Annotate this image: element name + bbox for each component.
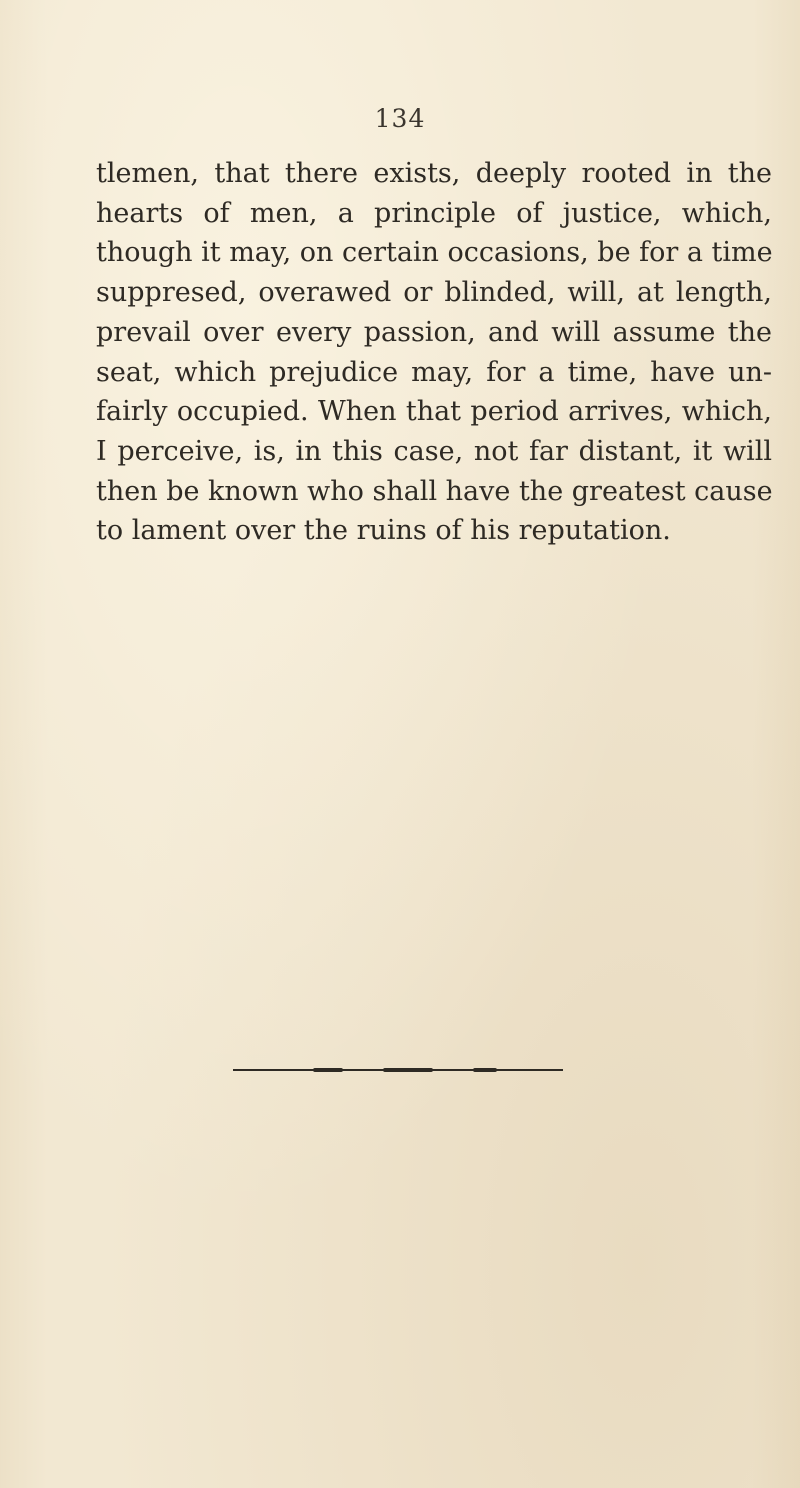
text-line: then be known who shall have the greatest cause [96,475,773,507]
text-line: though it may, on certain occasions, be for a time [96,237,773,269]
text-line: I perceive, is, in this case, not far distant, it will [96,435,772,467]
page-number: 134 [374,104,426,133]
text-line: tlemen, that there exists, deeply rooted in the [96,158,772,189]
text-line: prevail over every passion, and will assume the [96,316,772,348]
text-line: suppresed, overawed or blinded, will, at length, [96,277,772,309]
decorative-rule [233,1069,563,1071]
text-line: hearts of men, a principle of justice, which, [96,197,772,229]
body-text [96,154,772,551]
text-line: to lament over the ruins of his reputation. [96,515,671,547]
text-line: fairly occupied. When that period arrives, which, [96,396,772,428]
text-line: seat, which prejudice may, for a time, have un- [96,356,772,388]
